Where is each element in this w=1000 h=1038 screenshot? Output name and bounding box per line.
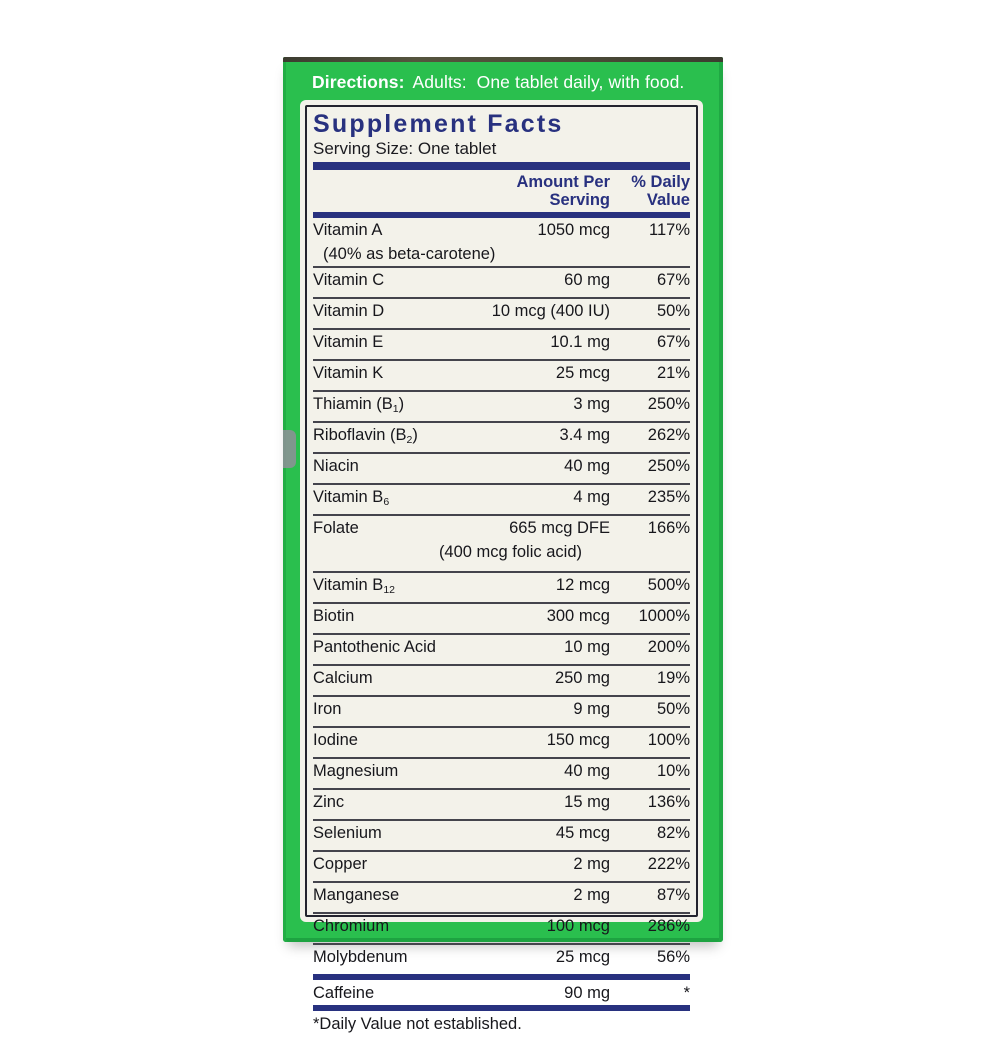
daily-value-footnote: *Daily Value not established.: [313, 1015, 522, 1033]
directions-line: [312, 72, 703, 93]
table-row: [313, 881, 690, 912]
table-row: [313, 912, 690, 943]
nutrient-amount: 2 mg: [573, 886, 610, 904]
nutrient-daily-value: 10%: [656, 762, 690, 780]
table-row: [313, 266, 690, 297]
nutrient-daily-value: 200%: [647, 638, 690, 656]
nutrient-amount: 45 mcg: [555, 824, 610, 842]
column-headers: [313, 170, 690, 212]
table-row: [313, 483, 690, 514]
table-row: [313, 328, 690, 359]
nutrient-name: Vitamin C: [313, 271, 385, 289]
nutrient-amount: 3.4 mg: [559, 426, 610, 444]
nutrient-daily-value: 136%: [647, 793, 690, 811]
divider-bar-top: [313, 162, 690, 170]
nutrient-subline: (400 mcg folic acid): [438, 543, 582, 561]
nutrient-name: Zinc: [313, 793, 345, 811]
nutrient-daily-value: 19%: [656, 669, 690, 687]
nutrient-amount: 2 mg: [573, 855, 610, 873]
nutrient-daily-value: 286%: [647, 917, 690, 935]
nutrient-rows: [313, 218, 690, 974]
nutrient-name: Niacin: [313, 457, 359, 475]
table-row: [313, 359, 690, 390]
table-row: [313, 297, 690, 328]
nutrient-amount: 250 mg: [554, 669, 610, 687]
amount-column-header: [462, 173, 610, 209]
table-row: [313, 695, 690, 726]
nutrient-amount: 100 mcg: [546, 917, 610, 935]
nutrient-subline: (40% as beta-carotene): [323, 245, 496, 263]
nutrient-name: Vitamin $B_{12}$: [313, 576, 395, 596]
table-row: [313, 819, 690, 850]
nutrient-name: Vitamin E: [313, 333, 384, 351]
nutrient-name: Calcium: [313, 669, 373, 687]
nutrient-amount: 10 mcg (400 IU): [491, 302, 610, 320]
nutrient-daily-value: 222%: [647, 855, 690, 873]
table-row: [313, 633, 690, 664]
nutrient-name: Manganese: [313, 886, 400, 904]
table-row: [313, 726, 690, 757]
nutrient-amount: 4 mg: [573, 488, 610, 506]
table-row: [313, 421, 690, 452]
table-row: [313, 943, 690, 974]
nutrient-amount: 15 mg: [564, 793, 610, 811]
directions-label: Directions:: [312, 72, 405, 92]
nutrient-name: Selenium: [313, 824, 382, 842]
supplement-box: [283, 57, 723, 1033]
caffeine-dv: *: [683, 984, 690, 1002]
table-row: [313, 390, 690, 421]
nutrient-name: Thiamin $(B_1)$: [313, 395, 405, 415]
nutrient-amount: 150 mcg: [546, 731, 610, 749]
edge-sticker: [283, 430, 296, 468]
nutrient-amount: 3 mg: [573, 395, 610, 413]
nutrient-name: Pantothenic Acid: [313, 638, 436, 656]
nutrient-daily-value: 1000%: [638, 607, 690, 625]
nutrient-daily-value: 166%: [647, 519, 690, 537]
caffeine-amount: 90 mg: [564, 984, 610, 1002]
nutrient-daily-value: 56%: [656, 948, 690, 966]
table-row: [313, 571, 690, 602]
dv-column-header: [610, 173, 690, 209]
supplement-facts-frame: [305, 105, 698, 1033]
nutrient-name: Copper: [313, 855, 368, 873]
nutrient-daily-value: 117%: [649, 221, 690, 239]
nutrient-name: Vitamin D: [313, 302, 385, 320]
nutrient-amount: 10.1 mg: [550, 333, 610, 351]
supplement-facts-panel: [300, 100, 703, 1033]
caffeine-name: Caffeine: [313, 984, 375, 1002]
nutrient-name: Vitamin K: [313, 364, 384, 382]
nutrient-name: Molybdenum: [313, 948, 408, 966]
amount-header-line2: Serving: [549, 191, 610, 209]
table-row: [313, 514, 690, 571]
nutrient-daily-value: 67%: [656, 333, 690, 351]
nutrient-name: Chromium: [313, 917, 390, 935]
nutrient-amount: 40 mg: [564, 762, 610, 780]
box-top-edge: [283, 57, 723, 62]
nutrient-amount: 665 mcg DFE: [509, 519, 610, 537]
nutrient-daily-value: 250%: [647, 395, 690, 413]
table-row: [313, 757, 690, 788]
nutrient-name: Vitamin $B_6$: [313, 488, 390, 508]
nutrient-amount: 60 mg: [564, 271, 610, 289]
nutrient-daily-value: 500%: [647, 576, 690, 594]
nutrient-daily-value: 250%: [647, 457, 690, 475]
nutrient-name: Iron: [313, 700, 342, 718]
table-row: [313, 218, 690, 266]
nutrient-amount: 12 mcg: [555, 576, 610, 594]
nutrient-daily-value: 235%: [647, 488, 690, 506]
directions-text: Adults: One tablet daily, with food.: [412, 72, 685, 92]
table-row: [313, 850, 690, 881]
dv-header-line2: Value: [646, 191, 690, 209]
panel-title: Supplement Facts: [313, 110, 564, 138]
spacer: [313, 173, 462, 209]
serving-size: Serving Size: One tablet: [313, 139, 497, 158]
nutrient-daily-value: 67%: [656, 271, 690, 289]
table-row: [313, 602, 690, 633]
dv-header-line1: % Daily: [631, 173, 690, 191]
nutrient-amount: 25 mcg: [555, 948, 610, 966]
nutrient-amount: 40 mg: [564, 457, 610, 475]
nutrient-name: Iodine: [313, 731, 358, 749]
nutrient-name: Vitamin A: [313, 221, 383, 239]
nutrient-daily-value: 262%: [647, 426, 690, 444]
nutrient-daily-value: 87%: [656, 886, 690, 904]
nutrient-daily-value: 82%: [656, 824, 690, 842]
nutrient-daily-value: 50%: [656, 302, 690, 320]
nutrient-amount: 25 mcg: [555, 364, 610, 382]
nutrient-daily-value: 50%: [656, 700, 690, 718]
caffeine-row: [313, 980, 690, 1005]
table-row: [313, 452, 690, 483]
nutrient-amount: 10 mg: [564, 638, 610, 656]
table-row: [313, 664, 690, 695]
nutrient-name: Folate: [313, 519, 359, 537]
amount-header-line1: Amount Per: [516, 173, 610, 191]
nutrient-daily-value: 21%: [656, 364, 690, 382]
nutrient-name: Biotin: [313, 607, 355, 625]
table-row: [313, 788, 690, 819]
nutrient-amount: 1050 mcg: [537, 221, 610, 239]
nutrient-name: Riboflavin $(B_2)$: [313, 426, 418, 446]
nutrient-amount: 300 mcg: [546, 607, 610, 625]
nutrient-name: Magnesium: [313, 762, 399, 780]
nutrient-amount: 9 mg: [573, 700, 610, 718]
nutrient-daily-value: 100%: [647, 731, 690, 749]
